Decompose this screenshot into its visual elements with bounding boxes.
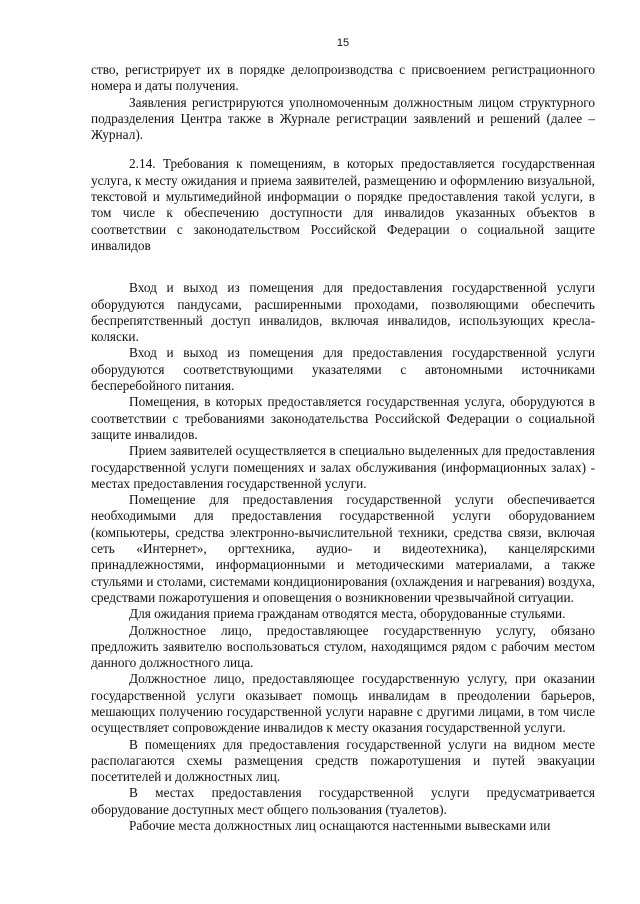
paragraph-office-equipment: Помещение для предоставления государственной услуги обеспечивается необходимыми для предоставления государственной услуги оборудованием (компьютеры, средства электронно-вычислительной техники, средства связи, включая сеть «Интернет», оргтехника, аудио- и видеотехника), канцелярскими принадлежностями, информационными и методическими материалами, а также стульями и столами, системами кондиционирования (охлаждения и нагревания) воздуха, средствами пожаротушения и оповещения о возникновении чрезвычайной ситуации. xyxy=(91,492,595,605)
paragraph-signs: Вход и выход из помещения для предоставления государственной услуги оборудуются соответствующими указателями с автономными источниками бесперебойного питания. xyxy=(91,345,595,394)
section-heading-2-14: 2.14. Требования к помещениям, в которых предоставляется государственная услуга, к месту ожидания и приема заявителей, размещению и оформлению визуальной, текстовой и мультимедийной информации о порядке предоставления такой услуги, в том числе к обеспечению доступности для инвалидов указанных объектов в соответствии с законодательством Российской Федерации о социальной защите инвалидов xyxy=(91,156,595,253)
paragraph-evacuation-schemes: В помещениях для предоставления государственной услуги на видном месте располагаются схемы размещения средств пожаротушения и путей эвакуации посетителей и должностных лиц. xyxy=(91,736,595,785)
page-number: 15 xyxy=(336,37,350,49)
paragraph-premises-equipment: Помещения, в которых предоставляется государственная услуга, оборудуются в соответствии с требованиями законодательства Российской Федерации о социальной защите инвалидов. xyxy=(91,394,595,442)
section-spacer xyxy=(91,143,595,156)
paragraph-registration-continued: ство, регистрирует их в порядке делопроизводства с присвоением регистрационного номера и даты получения. xyxy=(91,62,595,94)
paragraph-waiting-chairs: Для ожидания приема гражданам отводятся места, оборудованные стульями. xyxy=(129,606,566,622)
paragraph-assist-disabled: Должностное лицо, предоставляющее государственную услугу, при оказании государственной услуги оказывает помощь инвалидам в преодолении барьеров, мешающих получению государственной услуги наравне с другими лицами, в том числе осуществляет сопровождение инвалидов к месту оказания государственной услуги. xyxy=(91,671,595,736)
paragraph-workplace-signs: Рабочие места должностных лиц оснащаются настенными вывесками или xyxy=(129,818,551,834)
paragraph-ramps: Вход и выход из помещения для предоставления государственной услуги оборудуются пандусами, расширенными проходами, позволяющими обеспечить беспрепятственный доступ инвалидов, включая инвалидов, использующих кресла-коляски. xyxy=(91,280,595,345)
paragraph-restrooms: В местах предоставления государственной услуги предусматривается оборудование доступных мест общего пользования (туалетов). xyxy=(91,785,595,817)
paragraph-offer-chair: Должностное лицо, предоставляющее государственную услугу, обязано предложить заявителю воспользоваться стулом, находящимся рядом с рабочим местом данного должностного лица. xyxy=(91,622,595,671)
document-page xyxy=(91,34,595,834)
paragraph-journal-registration: Заявления регистрируются уполномоченным должностным лицом структурного подразделения Центра также в Журнале регистрации заявлений и решений (далее – Журнал). xyxy=(91,94,595,143)
section-spacer xyxy=(91,254,595,280)
paragraph-reception-halls: Прием заявителей осуществляется в специально выделенных для предоставления государственной услуги помещениях и залах обслуживания (информационных залах) - местах предоставления государственной услуги. xyxy=(91,443,595,491)
